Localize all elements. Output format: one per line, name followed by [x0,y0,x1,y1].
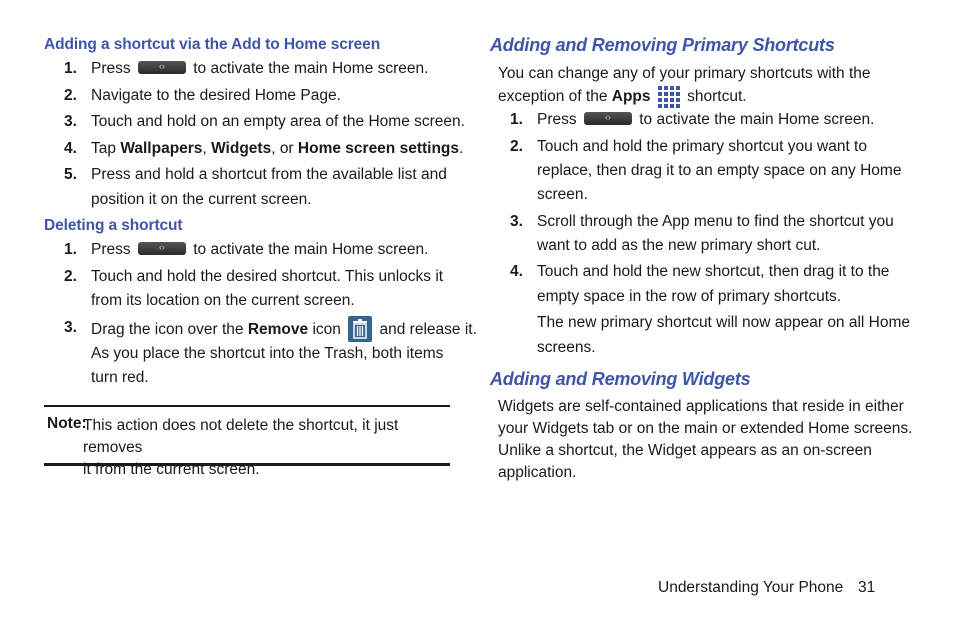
step-text: Touch and hold the desired shortcut. This unlocks it [91,268,444,285]
list-item [44,84,454,109]
list-item [44,57,454,82]
step-number: 4. [510,263,523,280]
step-text: Press [91,60,131,77]
paragraph-line: your Widgets tab or on the main or extended Home screens. [498,420,913,437]
step-text: Scroll through the App menu to find the shortcut you [537,213,894,230]
list-item [490,108,910,133]
list-item [490,260,910,360]
step-text: from its location on the current screen. [91,292,355,309]
note-label: Note: [47,415,87,432]
list-item [44,110,465,135]
step-text: and release it. [379,321,477,338]
step-number: 3. [64,319,77,336]
home-key-icon [584,112,632,125]
step-text: icon [312,321,341,338]
list-item [44,163,454,213]
footer-chapter: Understanding Your Phone [658,579,844,596]
paragraph-line: You can change any of your primary shortcuts with the [498,65,871,82]
list-item [490,135,910,209]
step-text: Press [91,241,131,258]
paragraph-line: Unlike a shortcut, the Widget appears as an on-screen [498,442,872,459]
home-key-icon [138,242,186,255]
step-text: Drag the icon over the [91,321,244,338]
step-text: to activate the main Home screen. [639,111,875,128]
step-text: Press and hold a shortcut from the available list and [91,166,447,183]
step-number: 4. [64,140,77,157]
step-text: empty space in the row of primary shortcuts. [537,288,842,305]
step-number: 3. [64,113,77,130]
trash-icon [348,316,372,342]
note-box [44,405,450,478]
term-apps: Apps [611,88,651,105]
step-number: 2. [64,268,77,285]
separator: , [202,140,207,157]
step-text: to activate the main Home screen. [193,241,429,258]
term-widgets: Widgets [211,140,272,157]
step-number: 1. [64,241,77,258]
step-text: Navigate to the desired Home Page. [91,87,341,104]
list-item [490,210,910,260]
step-text: The new primary shortcut will now appear on all Home [537,314,911,331]
separator: , or [271,140,294,157]
paragraph-line: Widgets are self-contained applications that reside in either [498,398,904,415]
step-text: Touch and hold on an empty area of the Home screen. [91,113,465,130]
section-heading-widgets: Adding and Removing Widgets [490,369,751,389]
section-heading-add-shortcut: Adding a shortcut via the Add to Home screen [44,36,381,53]
list-item [44,238,454,263]
page-number: 31 [858,579,876,596]
paragraph-line: application. [498,464,577,481]
step-number: 2. [64,87,77,104]
step-text: to activate the main Home screen. [193,60,429,77]
term-home-screen-settings: Home screen settings [297,140,460,157]
step-text: As you place the shortcut into the Trash, both items [91,345,444,362]
home-key-icon [138,61,186,74]
note-text [83,415,453,481]
step-text: position it on the current screen. [91,191,312,208]
paragraph-text: exception of the [498,88,608,105]
section-heading-deleting-shortcut: Deleting a shortcut [44,217,183,234]
term-remove: Remove [247,321,309,338]
widgets-paragraph [498,396,913,484]
step-number: 5. [64,166,77,183]
step-number: 1. [64,60,77,77]
apps-grid-icon [657,85,681,109]
list-item [44,137,464,162]
list-item [44,265,454,315]
step-text: turn red. [91,369,149,386]
step-text: Touch and hold the new shortcut, then drag it to the [537,263,890,280]
step-text: want to add as the new primary short cut. [537,237,821,254]
section-heading-primary-shortcuts: Adding and Removing Primary Shortcuts [490,35,835,55]
step-number: 3. [510,213,523,230]
step-text: replace, then drag it to an empty space on any Home [537,162,902,179]
paragraph-line [498,85,910,109]
step-number: 1. [510,111,523,128]
step-text: screens. [537,339,596,356]
note-line: This action does not delete the shortcut, it just removes [83,417,399,456]
separator: . [459,140,464,157]
step-text: screen. [537,186,588,203]
term-wallpapers: Wallpapers [120,140,203,157]
step-number: 2. [510,138,523,155]
list-item [44,316,477,390]
step-text: Press [537,111,577,128]
paragraph-text: shortcut. [687,88,747,105]
step-text: Touch and hold the primary shortcut you want to [537,138,867,155]
step-text: Tap [91,140,116,157]
intro-paragraph [498,63,910,109]
note-line: it from the current screen. [83,461,260,478]
